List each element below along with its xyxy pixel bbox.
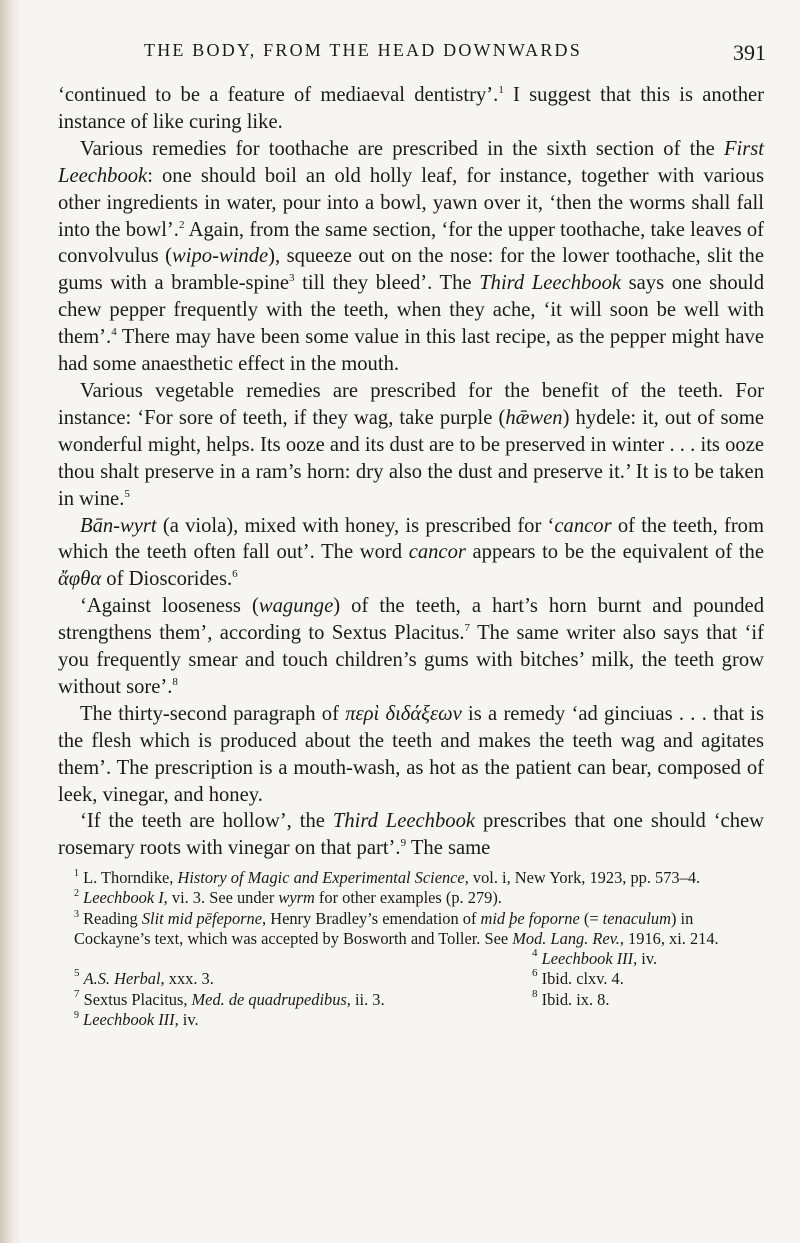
paragraph-2: Various remedies for toothache are prescribed in the sixth section of the First Leechbook: one should boil an old holly leaf, for instance, together with various other ingredients in water, pour into a bowl, yawn over it, ‘then the worms shall fall into the bowl’.$^2$ Again, from the same section, ‘for the upper toothache, take leaves of convolvulus (wipo-winde), squeeze out on the nose: for the lower toothache, slit the gums with a bramble-spine$^3$ till they bleed’. The Third Leechbook says one should chew pepper frequently with the teeth, when they ache, ‘it will soon be well with them’.$^4$ There may have been some value in this last recipe, as the pepper might have had some anaesthetic effect in the mouth. — [58, 137, 765, 376]
footnote-row-7-8 — [58, 987, 764, 1010]
running-head-title: THE BODY, FROM THE HEAD DOWNWARDS — [144, 40, 582, 60]
greek-term: ἄφθα — [58, 568, 102, 591]
page-gutter-shadow — [0, 0, 22, 1243]
body-text — [58, 82, 764, 862]
paragraph-3: Various vegetable remedies are prescribed for the benefit of the teeth. For instance: ‘For sore of teeth, if they wag, take purple (hǣwen) hydele: it, out of some wonderful might, helps. Its ooze and its dust are to be preserved in winter . . . its ooze thou shalt preserve in a ram’s horn: dry also the dust and preserve it.’ It is to be taken in wine.$^5$ — [58, 379, 765, 510]
book-page — [58, 0, 764, 1030]
footnote-3: $^3$ Reading Slit mid pēfeporne, Henry Bradley’s emendation of mid þe foporne (= tenaculum) in Cockayne’s text, which was accepted by Bosworth and Toller. See Mod. Lang. Rev., 1916, xi. 214. — [74, 908, 719, 948]
paragraph-7: ‘If the teeth are hollow’, the Third Leechbook prescribes that one should ‘chew rosemary roots with vinegar on that part’.$^9$ The same — [58, 810, 764, 860]
footnote-ref-7: 7 — [464, 622, 471, 635]
greek-title: περὶ διδάξεων — [345, 702, 462, 725]
paragraph-1: ‘continued to be a feature of mediaeval dentistry’.$^1$ I suggest that this is another instance of like curing like. — [58, 84, 764, 133]
footnote-row-4-5 — [58, 949, 764, 969]
footnote-5: $^5$ A.S. Herbal, xxx. 3. — [74, 967, 214, 989]
footnote-9: $^9$ Leechbook III, iv. — [74, 1009, 199, 1029]
footnote-2: $^2$ Leechbook I, vi. 3. See under wyrm for other examples (p. 279). — [74, 888, 502, 908]
footnote-6: $^6$ Ibid. clxv. 4. — [532, 967, 624, 989]
paragraph-4: Bān-wyrt (a viola), mixed with honey, is prescribed for ‘cancor of the teeth, from which the teeth often fall out’. The word cancor appears to be the equivalent of the ἄφθα of Dioscorides.$^6$ — [58, 514, 765, 591]
footnote-ref-4: 4 — [111, 326, 117, 339]
footnotes — [58, 868, 764, 1030]
footnote-row-5-6 — [58, 969, 764, 989]
paragraph-5: ‘Against looseness (wagunge) of the teeth, a hart’s horn burnt and pounded strengthens them’, according to Sextus Placitus.$^7$ The same writer also says that ‘if you frequently smear and touch children’s gums with bitches’ milk, the teeth grow without sore’.$^8$ — [58, 595, 764, 698]
page-number: 391 — [733, 40, 766, 65]
paragraph-6: The thirty-second paragraph of περὶ διδάξεων is a remedy ‘ad ginciuas . . . that is the flesh which is produced about the teeth and makes the teeth wag and agitates them’. The prescription is a mouth-wash, as hot as the patient can bear, composed of leek, vinegar, and honey. — [58, 702, 764, 806]
footnote-ref-2: 2 — [178, 218, 185, 231]
footnote-ref-8: 8 — [172, 675, 178, 688]
footnote-1: $^1$ L. Thorndike, History of Magic and Experimental Science, vol. i, New York, 1923, pp. 573–4. — [74, 868, 701, 888]
footnote-4: $^4$ Leechbook III, iv. — [532, 947, 658, 969]
footnote-ref-9: 9 — [400, 837, 407, 850]
footnote-ref-1: 1 — [498, 84, 504, 96]
footnote-8: $^8$ Ibid. ix. 8. — [532, 987, 610, 1009]
footnote-ref-6: 6 — [232, 568, 238, 581]
footnote-ref-5: 5 — [124, 487, 130, 500]
running-head — [58, 0, 766, 65]
footnote-ref-3: 3 — [289, 272, 295, 285]
footnote-7: $^7$ Sextus Placitus, Med. de quadrupedibus, ii. 3. — [74, 987, 385, 1009]
title-first-leechbook: First Leechbook — [58, 137, 764, 187]
